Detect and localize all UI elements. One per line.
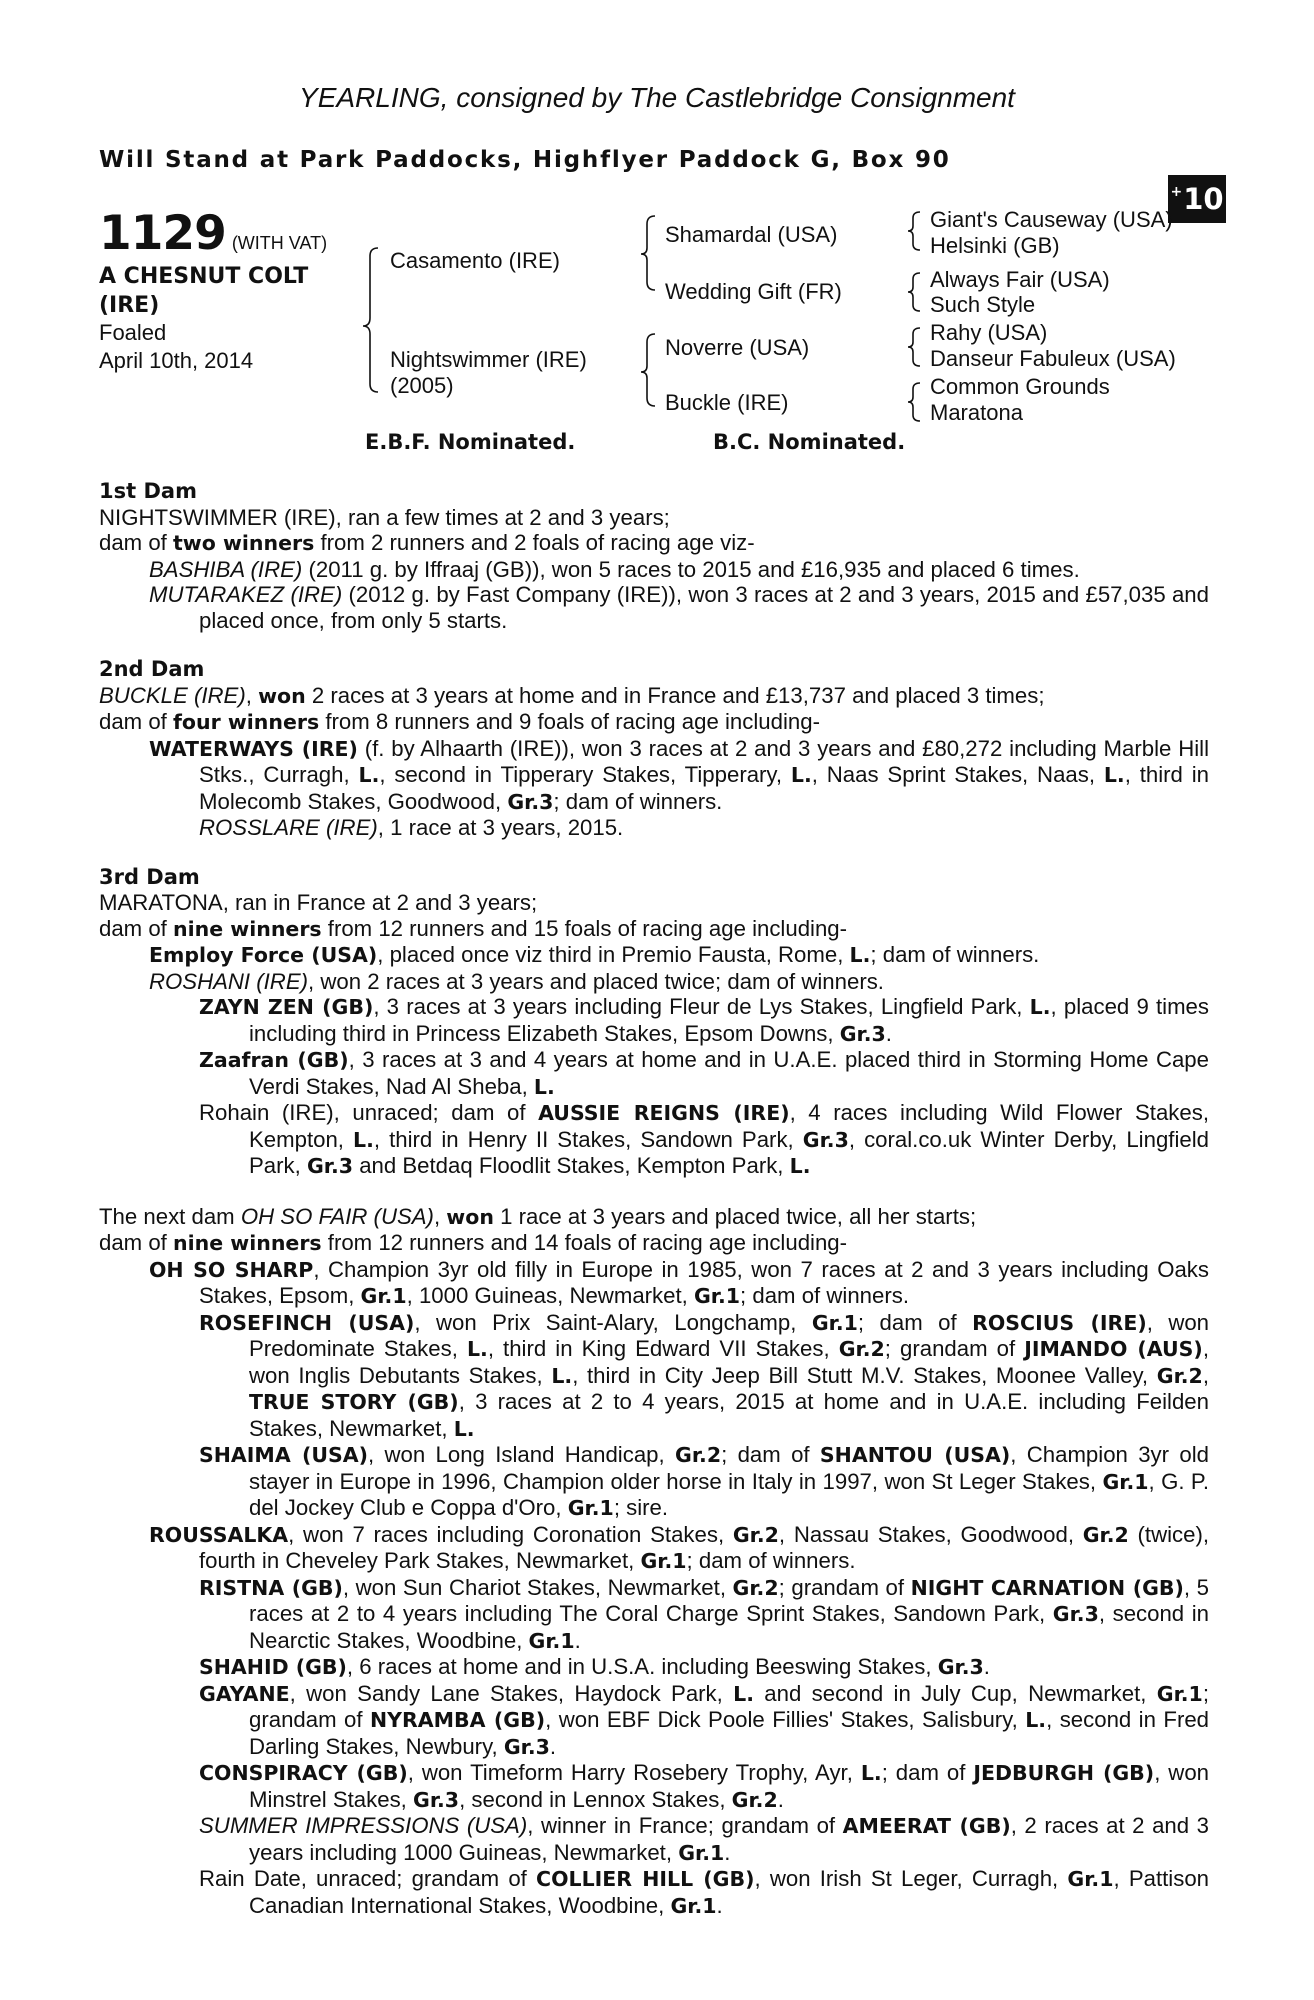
first-dam-line1: NIGHTSWIMMER (IRE), ran a few times at 2 and 3 years; (99, 504, 670, 530)
horse-name: BUCKLE (IRE) (99, 682, 246, 708)
text: . (724, 1839, 731, 1865)
text: , (1202, 1362, 1209, 1388)
third-dam-line1: MARATONA, ran in France at 2 and 3 years; (99, 890, 538, 915)
text: , 3 races at 2 to 4 years, 2015 at home and in U.A.E. including Feilden Stakes, Newmarket, (249, 1389, 1209, 1441)
gg-5: Rahy (USA) (930, 320, 1048, 345)
text: , won 2 races at 3 years and placed twice; dam of winners. (308, 968, 884, 994)
group: Gr.2 (731, 1787, 778, 1812)
listed: L. (1025, 1708, 1047, 1732)
group: Gr.3 (1052, 1602, 1099, 1626)
lot-description-line2: (IRE) (99, 293, 160, 318)
horse-name: SHANTOU (USA) (819, 1443, 1011, 1467)
text: , coral.co.uk Winter Derby, Lingfield Park, (249, 1126, 1209, 1178)
horse-name: Zaafran (GB) (199, 1048, 349, 1072)
group: Gr.2 (732, 1575, 779, 1600)
horse-name: NIGHT CARNATION (GB) (910, 1575, 1184, 1600)
horse-name: SHAHID (GB) (199, 1655, 347, 1679)
horse-name: OH SO FAIR (USA) (240, 1203, 434, 1229)
group: Gr.2 (732, 1522, 779, 1547)
text: , won Minstrel Stakes, (249, 1760, 1210, 1812)
listed: L. (789, 1154, 811, 1178)
text: , third in King Edward VII Stakes, (487, 1336, 839, 1361)
listed: L. (533, 1074, 555, 1099)
sire-dam: Wedding Gift (FR) (665, 279, 842, 304)
produce-shahid (99, 1654, 1209, 1681)
spacer (99, 633, 1209, 657)
listed: L. (551, 1363, 573, 1388)
second-dam-heading: 2nd Dam (99, 657, 205, 681)
text: , won Predominate Stakes, (249, 1309, 1210, 1361)
text: , won Inglis Debutants Stakes, (249, 1336, 1209, 1388)
text: (2011 g. by Iffraaj (GB)), won 5 races to 2015 and £16,935 and placed 6 times. (302, 556, 1080, 582)
horse-name: Employ Force (USA) (149, 943, 378, 967)
second-dam-line2 (99, 709, 1209, 736)
text: from 12 runners and 15 foals of racing age including- (321, 915, 848, 941)
brace-g56 (908, 328, 920, 366)
text: ; dam of winners. (870, 942, 1040, 967)
group: Gr.1 (670, 1893, 717, 1918)
text: , won Irish St Leger, Curragh, (754, 1866, 1068, 1891)
text: , second in Tipperary Stakes, Tipperary, (379, 762, 791, 787)
second-dam-line1 (99, 683, 1209, 710)
brace-parents (363, 248, 378, 392)
text: ; dam of winners. (740, 1283, 909, 1308)
text: dam of (99, 709, 173, 734)
text: . (885, 1020, 892, 1046)
emphasis: nine winners (173, 1231, 322, 1255)
listed: L. (1103, 763, 1125, 787)
dam-dam: Buckle (IRE) (665, 390, 789, 415)
first-dam-heading: 1st Dam (99, 479, 197, 503)
text: , won Long Island Handicap, (368, 1442, 676, 1467)
text: ; dam of (721, 1442, 820, 1467)
text: , G. P. del Jockey Club e Coppa d'Oro, (249, 1468, 1209, 1520)
text: , (433, 1203, 447, 1229)
produce-employ-force (99, 942, 1209, 969)
text: , won EBF Dick Poole Fillies' Stakes, Salisbury, (545, 1707, 1026, 1732)
horse-name: RISTNA (GB) (199, 1575, 343, 1600)
text: ; sire. (613, 1495, 669, 1520)
produce-zaafran (99, 1047, 1209, 1100)
text: , 3 races at 3 and 4 years at home and in U.A.E. placed third in Storming Home Cape Verdi Stakes, Nad Al Sheba, (249, 1047, 1209, 1099)
group: Gr.1 (678, 1840, 725, 1865)
gg-7: Common Grounds (930, 374, 1110, 399)
lot-description-line1: A CHESNUT COLT (99, 264, 309, 289)
group: Gr.3 (507, 789, 554, 814)
gg-2: Helsinki (GB) (930, 233, 1060, 258)
text: 2 races at 3 years at home and in France and £13,737 and placed 3 times; (305, 682, 1045, 708)
text: . (777, 1786, 784, 1812)
group: Gr.2 (838, 1337, 885, 1361)
text: ; dam of winners. (553, 788, 723, 814)
horse-name: GAYANE (199, 1681, 290, 1706)
listed: L. (733, 1681, 754, 1706)
horse-name: SHAIMA (USA) (199, 1443, 368, 1467)
text: . (549, 1733, 557, 1759)
listed: L. (453, 1416, 475, 1441)
group: Gr.1 (640, 1549, 687, 1573)
brace-g78 (908, 383, 920, 421)
group: Gr.1 (811, 1310, 858, 1335)
gg-1: Giant's Causeway (USA) (930, 207, 1173, 232)
produce-oh-so-sharp (99, 1257, 1209, 1310)
produce-roshani (99, 969, 1209, 995)
produce-mutarakez (99, 582, 1209, 633)
text: , won 7 races including Coronation Stakes, (288, 1521, 733, 1547)
text: ; dam of winners. (686, 1548, 856, 1573)
group: Gr.1 (567, 1496, 614, 1520)
text: , Champion 3yr old stayer in Europe in 1996, Champion older horse in Italy in 1997, won St Leger Stakes, (249, 1442, 1209, 1494)
dam-line2: (2005) (390, 373, 454, 398)
lot-number: 1129 (99, 206, 226, 261)
group: Gr.3 (413, 1787, 460, 1812)
produce-summer-impressions (99, 1813, 1209, 1866)
text: , 4 races including Wild Flower Stakes, Kempton, (249, 1100, 1209, 1152)
text: , Naas Sprint Stakes, Naas, (811, 762, 1104, 787)
horse-name: ROSSLARE (IRE) (199, 815, 378, 840)
listed: L. (790, 763, 812, 787)
family-notes (99, 479, 1209, 1919)
sire-sire: Shamardal (USA) (665, 222, 838, 247)
text: dam of (99, 530, 173, 555)
text: , placed once viz third in Premio Fausta, Rome, (377, 942, 850, 967)
emphasis: won (258, 683, 306, 708)
horse-name: MUTARAKEZ (IRE) (149, 582, 343, 607)
text: , 1000 Guineas, Newmarket, (406, 1283, 694, 1308)
text: , 5 races at 2 to 4 years including The Coral Charge Sprint Stakes, Sandown Park, (249, 1574, 1209, 1626)
text: from 2 runners and 2 foals of racing age viz- (314, 530, 755, 555)
spacer (99, 1180, 1209, 1204)
bc-nominated: B.C. Nominated. (713, 430, 906, 454)
produce-rain-date (99, 1866, 1209, 1919)
horse-name: AMEERAT (GB) (842, 1814, 1011, 1838)
produce-shaima (99, 1442, 1209, 1522)
group: Gr.2 (1082, 1522, 1129, 1547)
text: , 3 races at 3 years including Fleur de Lys Stakes, Lingfield Park, (373, 994, 1030, 1019)
listed: L. (849, 943, 871, 967)
group: Gr.1 (360, 1284, 407, 1308)
dam-sire: Noverre (USA) (665, 335, 810, 360)
gg-8: Maratona (930, 400, 1023, 425)
text: , third in City Jeep Bill Stutt M.V. Stakes, Moonee Valley, (572, 1362, 1157, 1388)
text: , third in Molecomb Stakes, Goodwood, (199, 762, 1209, 814)
group: Gr.3 (802, 1127, 849, 1152)
brace-g12 (908, 212, 920, 250)
text: ; grandam of (778, 1574, 911, 1600)
emphasis: nine winners (173, 916, 322, 941)
text: (f. by Alhaarth (IRE)), won 3 races at 2 and 3 years and £80,272 including Marble Hill Stks., Curragh, (199, 735, 1209, 787)
horse-name: AUSSIE REIGNS (IRE) (538, 1101, 790, 1125)
emphasis: two winners (173, 531, 315, 555)
text: Rohain (IRE), unraced; dam of (199, 1100, 539, 1125)
text: . (716, 1892, 723, 1918)
text: , Pattison Canadian International Stakes, Woodbine, (249, 1866, 1210, 1918)
group: Gr.3 (937, 1655, 984, 1679)
text: from 8 runners and 9 foals of racing age including- (319, 709, 820, 734)
text: , Champion 3yr old filly in Europe in 1985, won 7 races at 2 and 3 years including Oaks Stakes, Epsom, (199, 1256, 1209, 1308)
text: , won Sun Chariot Stakes, Newmarket, (342, 1574, 733, 1600)
third-dam-section (99, 865, 1209, 1180)
text: , 6 races at home and in U.S.A. including Beeswing Stakes, (346, 1654, 938, 1679)
consignment-heading: YEARLING, consigned by The Castlebridge Consignment (299, 82, 1015, 113)
ebf-nominated: E.B.F. Nominated. (365, 430, 576, 454)
gg-3: Always Fair (USA) (930, 267, 1110, 292)
text: , Nassau Stakes, Goodwood, (778, 1521, 1083, 1547)
horse-name: SUMMER IMPRESSIONS (USA) (199, 1813, 528, 1838)
horse-name: BASHIBA (IRE) (149, 556, 303, 582)
horse-name: COLLIER HILL (GB) (536, 1867, 755, 1891)
text: , won Prix Saint-Alary, Longchamp, (414, 1309, 812, 1335)
text: dam of (99, 915, 173, 941)
produce-roussalka (99, 1522, 1209, 1575)
location-heading: Will Stand at Park Paddocks, Highflyer Paddock G, Box 90 (99, 147, 951, 173)
text: The next dam (99, 1203, 241, 1229)
text: dam of (99, 1230, 173, 1255)
group: Gr.1 (1156, 1681, 1203, 1706)
text: . (574, 1627, 581, 1653)
horse-name: OH SO SHARP (149, 1257, 314, 1282)
first-dam-line2 (99, 530, 1209, 557)
produce-gayane (99, 1681, 1209, 1761)
horse-name: TRUE STORY (GB) (249, 1390, 459, 1414)
horse-name: ZAYN ZEN (GB) (199, 995, 374, 1019)
group: Gr.3 (503, 1734, 550, 1759)
dam-line1: Nightswimmer (IRE) (390, 347, 587, 372)
emphasis: won (446, 1204, 494, 1229)
listed: L. (860, 1761, 882, 1785)
group: Gr.1 (1067, 1867, 1114, 1891)
text: from 12 runners and 14 foals of racing age including- (321, 1230, 848, 1255)
listed: L. (353, 1127, 374, 1152)
brace-sire (641, 216, 655, 290)
sire: Casamento (IRE) (390, 248, 560, 273)
group: Gr.3 (306, 1154, 354, 1178)
next-dam-line2 (99, 1230, 1209, 1257)
text: 1 race at 3 years and placed twice, all her starts; (493, 1203, 977, 1229)
produce-ristna (99, 1575, 1209, 1655)
text: , second in Nearctic Stakes, Woodbine, (249, 1601, 1209, 1653)
group: Gr.2 (675, 1443, 722, 1467)
foaled-label: Foaled (99, 320, 167, 345)
brace-dam (641, 334, 655, 406)
text: and Betdaq Floodlit Stakes, Kempton Park, (353, 1153, 790, 1178)
text: , won Sandy Lane Stakes, Haydock Park, (289, 1680, 734, 1706)
text: , placed 9 times including third in Princess Elizabeth Stakes, Epsom Downs, (249, 994, 1209, 1046)
third-dam-heading: 3rd Dam (99, 864, 200, 889)
text: (twice), fourth in Cheveley Park Stakes, Newmarket, (199, 1521, 1210, 1573)
group: Gr.3 (839, 1021, 886, 1046)
foaled-date: April 10th, 2014 (99, 348, 254, 373)
horse-name: NYRAMBA (GB) (369, 1708, 546, 1732)
text: , 1 race at 3 years, 2015. (377, 815, 624, 840)
text: ; grandam of (884, 1336, 1025, 1361)
text: . (983, 1654, 990, 1679)
logo-text: 10 (1183, 182, 1224, 216)
emphasis: four winners (173, 710, 320, 734)
brace-g34 (908, 273, 920, 311)
produce-waterways (99, 736, 1209, 816)
horse-name: ROSEFINCH (USA) (199, 1310, 415, 1335)
text: , 2 races at 2 and 3 years including 1000 Guineas, Newmarket, (249, 1813, 1209, 1865)
second-dam-section (99, 657, 1209, 841)
text: , second in Fred Darling Stakes, Newbury, (249, 1707, 1210, 1759)
text: , second in Lennox Stakes, (459, 1786, 732, 1812)
vat-note: (WITH VAT) (231, 233, 328, 253)
produce-rohain (99, 1100, 1209, 1180)
horse-name: WATERWAYS (IRE) (149, 736, 358, 761)
text: , won Timeform Harry Rosebery Trophy, Ayr, (407, 1760, 861, 1785)
next-dam-section (99, 1204, 1209, 1920)
next-dam-line1 (99, 1204, 1209, 1231)
produce-conspiracy (99, 1760, 1209, 1813)
text: ; dam of (857, 1309, 973, 1335)
text: ; dam of (881, 1760, 974, 1785)
logo-plus: + (1170, 184, 1183, 200)
listed: L. (358, 763, 380, 787)
text: ; grandam of (249, 1680, 1209, 1732)
group: Gr.1 (528, 1628, 575, 1653)
horse-name: ROSHANI (IRE) (149, 968, 309, 994)
produce-rosefinch (99, 1310, 1209, 1443)
listed: L. (466, 1337, 488, 1361)
horse-name: JEDBURGH (GB) (973, 1761, 1155, 1785)
horse-name: ROUSSALKA (149, 1522, 289, 1547)
third-dam-line2 (99, 916, 1209, 943)
gg-6: Danseur Fabuleux (USA) (930, 346, 1176, 371)
group: Gr.2 (1156, 1363, 1203, 1388)
text: , third in Henry II Stakes, Sandown Park, (373, 1126, 803, 1152)
group: Gr.1 (693, 1284, 741, 1308)
produce-bashiba (99, 557, 1209, 583)
first-dam-section (99, 479, 1209, 633)
text: and second in July Cup, Newmarket, (753, 1680, 1157, 1706)
text: (2012 g. by Fast Company (IRE)), won 3 races at 2 and 3 years, 2015 and £57,035 and placed once, from only 5 starts. (199, 582, 1209, 633)
horse-name: ROSCIUS (IRE) (972, 1310, 1147, 1335)
text: Rain Date, unraced; grandam of (199, 1866, 537, 1891)
spacer (99, 841, 1209, 865)
gg-4: Such Style (930, 292, 1036, 317)
horse-name: CONSPIRACY (GB) (199, 1761, 408, 1785)
horse-name: JIMANDO (AUS) (1024, 1337, 1203, 1361)
text: , winner in France; grandam of (527, 1813, 843, 1838)
produce-rosslare (99, 815, 1209, 841)
group: Gr.1 (1102, 1469, 1149, 1494)
produce-zayn-zen (99, 994, 1209, 1047)
listed: L. (1029, 995, 1051, 1019)
text: , (245, 682, 259, 708)
